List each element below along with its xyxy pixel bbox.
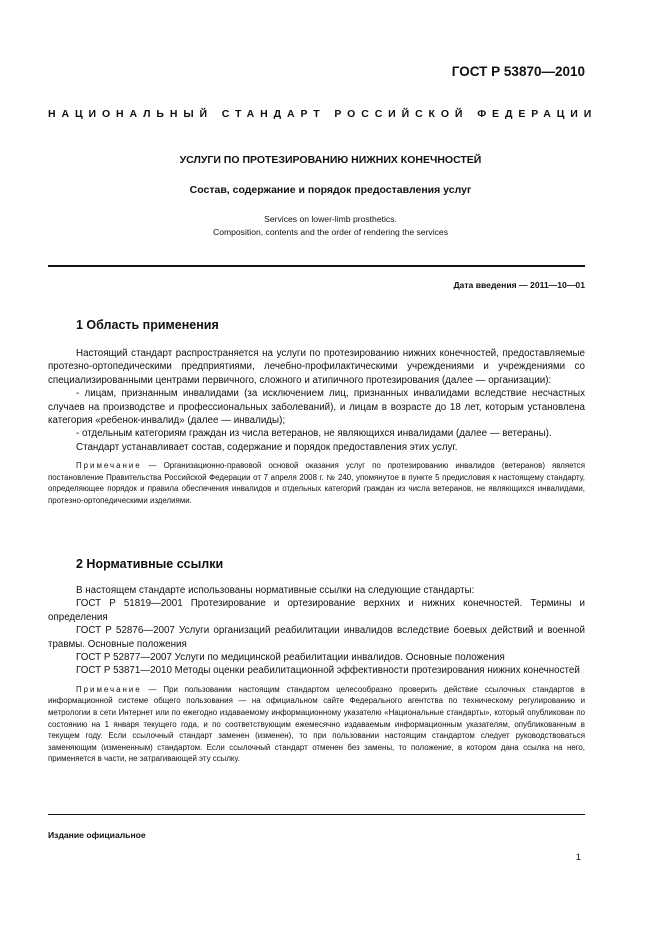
refs-note: [48, 684, 585, 765]
section-1-heading: 1 Область применения: [76, 318, 219, 332]
edition-label: Издание официальное: [48, 830, 146, 840]
scope-paragraph-4: Стандарт устанавливает состав, содержание и порядок предоставления этих услуг.: [76, 441, 458, 453]
scope-note: [48, 460, 585, 506]
note-text: — Организационно-правовой основой оказания услуг по протезированию инвалидов (ветеранов) является постановление Правительства Российской Федерации от 7 апреля 2008 г. № 240, упомянутое в пункте 5 предисловия к настоящему стандарту, определяющее порядок и правила обеспечения инвалидов и отдельных категорий граждан из числа ветеранов, не являющихся инвалидами, протезно-ортопедическими изделиями.: [48, 461, 585, 506]
footer-divider: [48, 814, 585, 815]
scope-paragraph-1: Настоящий стандарт распространяется на услуги по протезированию нижних конечностей, предоставляемые протезно-ортопедическими предприятиями, лечебно-профилактическими учреждениями и учреждениями со специализированными центрами первичного, сложного и атипичного протезирования (далее — организации):: [48, 348, 585, 386]
english-title-line-1: Services on lower-limb prosthetics.: [264, 214, 397, 224]
section-2-heading: 2 Нормативные ссылки: [76, 557, 224, 571]
reference-item: ГОСТ Р 52877—2007 Услуги по медицинской реабилитации инвалидов. Основные положения: [76, 652, 505, 664]
scope-paragraph-2: - лицам, признанным инвалидами (за исключением лиц, признанных инвалидами вследствие несчастных случаев на производстве и профессиональных заболеваний), и лицам в возрасте до 18 лет, которым установлена категория «ребенок-инвалид» (далее — инвалиды);: [48, 388, 585, 427]
note-text: — При пользовании настоящим стандартом целесообразно проверить действие ссылочных стандартов в информационной системе общего пользования — на официальном сайте Федерального агентства по техническому регулированию и метрологии в сети Интернет или по ежегодно издаваемому информационному указателю «Национальные стандарты», который опубликован по состоянию на 1 января текущего года, и по соответствующим ежемесячно издаваемым информационным указателям, опубликованным в текущем году. Если ссылочный стандарт заменен (изменен), то при пользовании настоящим стандартом следует руководствоваться заменяющим (измененным) стандартом. Если ссылочный стандарт отменен без замены, то положение, в котором дана ссылка на него, применяется в части, не затрагивающей эту ссылку.: [48, 684, 586, 764]
section-2-body: [48, 584, 585, 765]
page-number: 1: [575, 852, 581, 863]
national-standard-banner: НАЦИОНАЛЬНЫЙ СТАНДАРТ РОССИЙСКОЙ ФЕДЕРАЦИИ: [48, 108, 598, 120]
document-number: ГОСТ Р 53870—2010: [451, 64, 585, 79]
reference-item: ГОСТ Р 52876—2007 Услуги организаций реабилитации инвалидов вследствие боевых действий и военной травмы. Основные положения: [48, 625, 585, 650]
note-label: Примечание: [76, 684, 142, 694]
section-1-body: [48, 347, 585, 507]
document-title: УСЛУГИ ПО ПРОТЕЗИРОВАНИЮ НИЖНИХ КОНЕЧНОСТЕЙ: [179, 154, 482, 166]
title-divider: [48, 265, 585, 267]
reference-item: ГОСТ Р 51819—2001 Протезирование и ортезирование верхних и нижних конечностей. Термины и определения: [48, 598, 585, 623]
note-label: Примечание: [76, 461, 142, 471]
reference-item: ГОСТ Р 53871—2010 Методы оценки реабилитационной эффективности протезирования нижних конечностей: [76, 665, 580, 677]
scope-paragraph-3: - отдельным категориям граждан из числа ветеранов, не являющихся инвалидами (далее — ветераны).: [76, 428, 552, 440]
refs-intro: В настоящем стандарте использованы нормативные ссылки на следующие стандарты:: [76, 585, 475, 596]
introduction-date: Дата введения — 2011—10—01: [453, 280, 585, 290]
document-subtitle: Состав, содержание и порядок предоставления услуг: [189, 184, 472, 196]
english-title-line-2: Composition, contents and the order of rendering the services: [212, 227, 449, 237]
